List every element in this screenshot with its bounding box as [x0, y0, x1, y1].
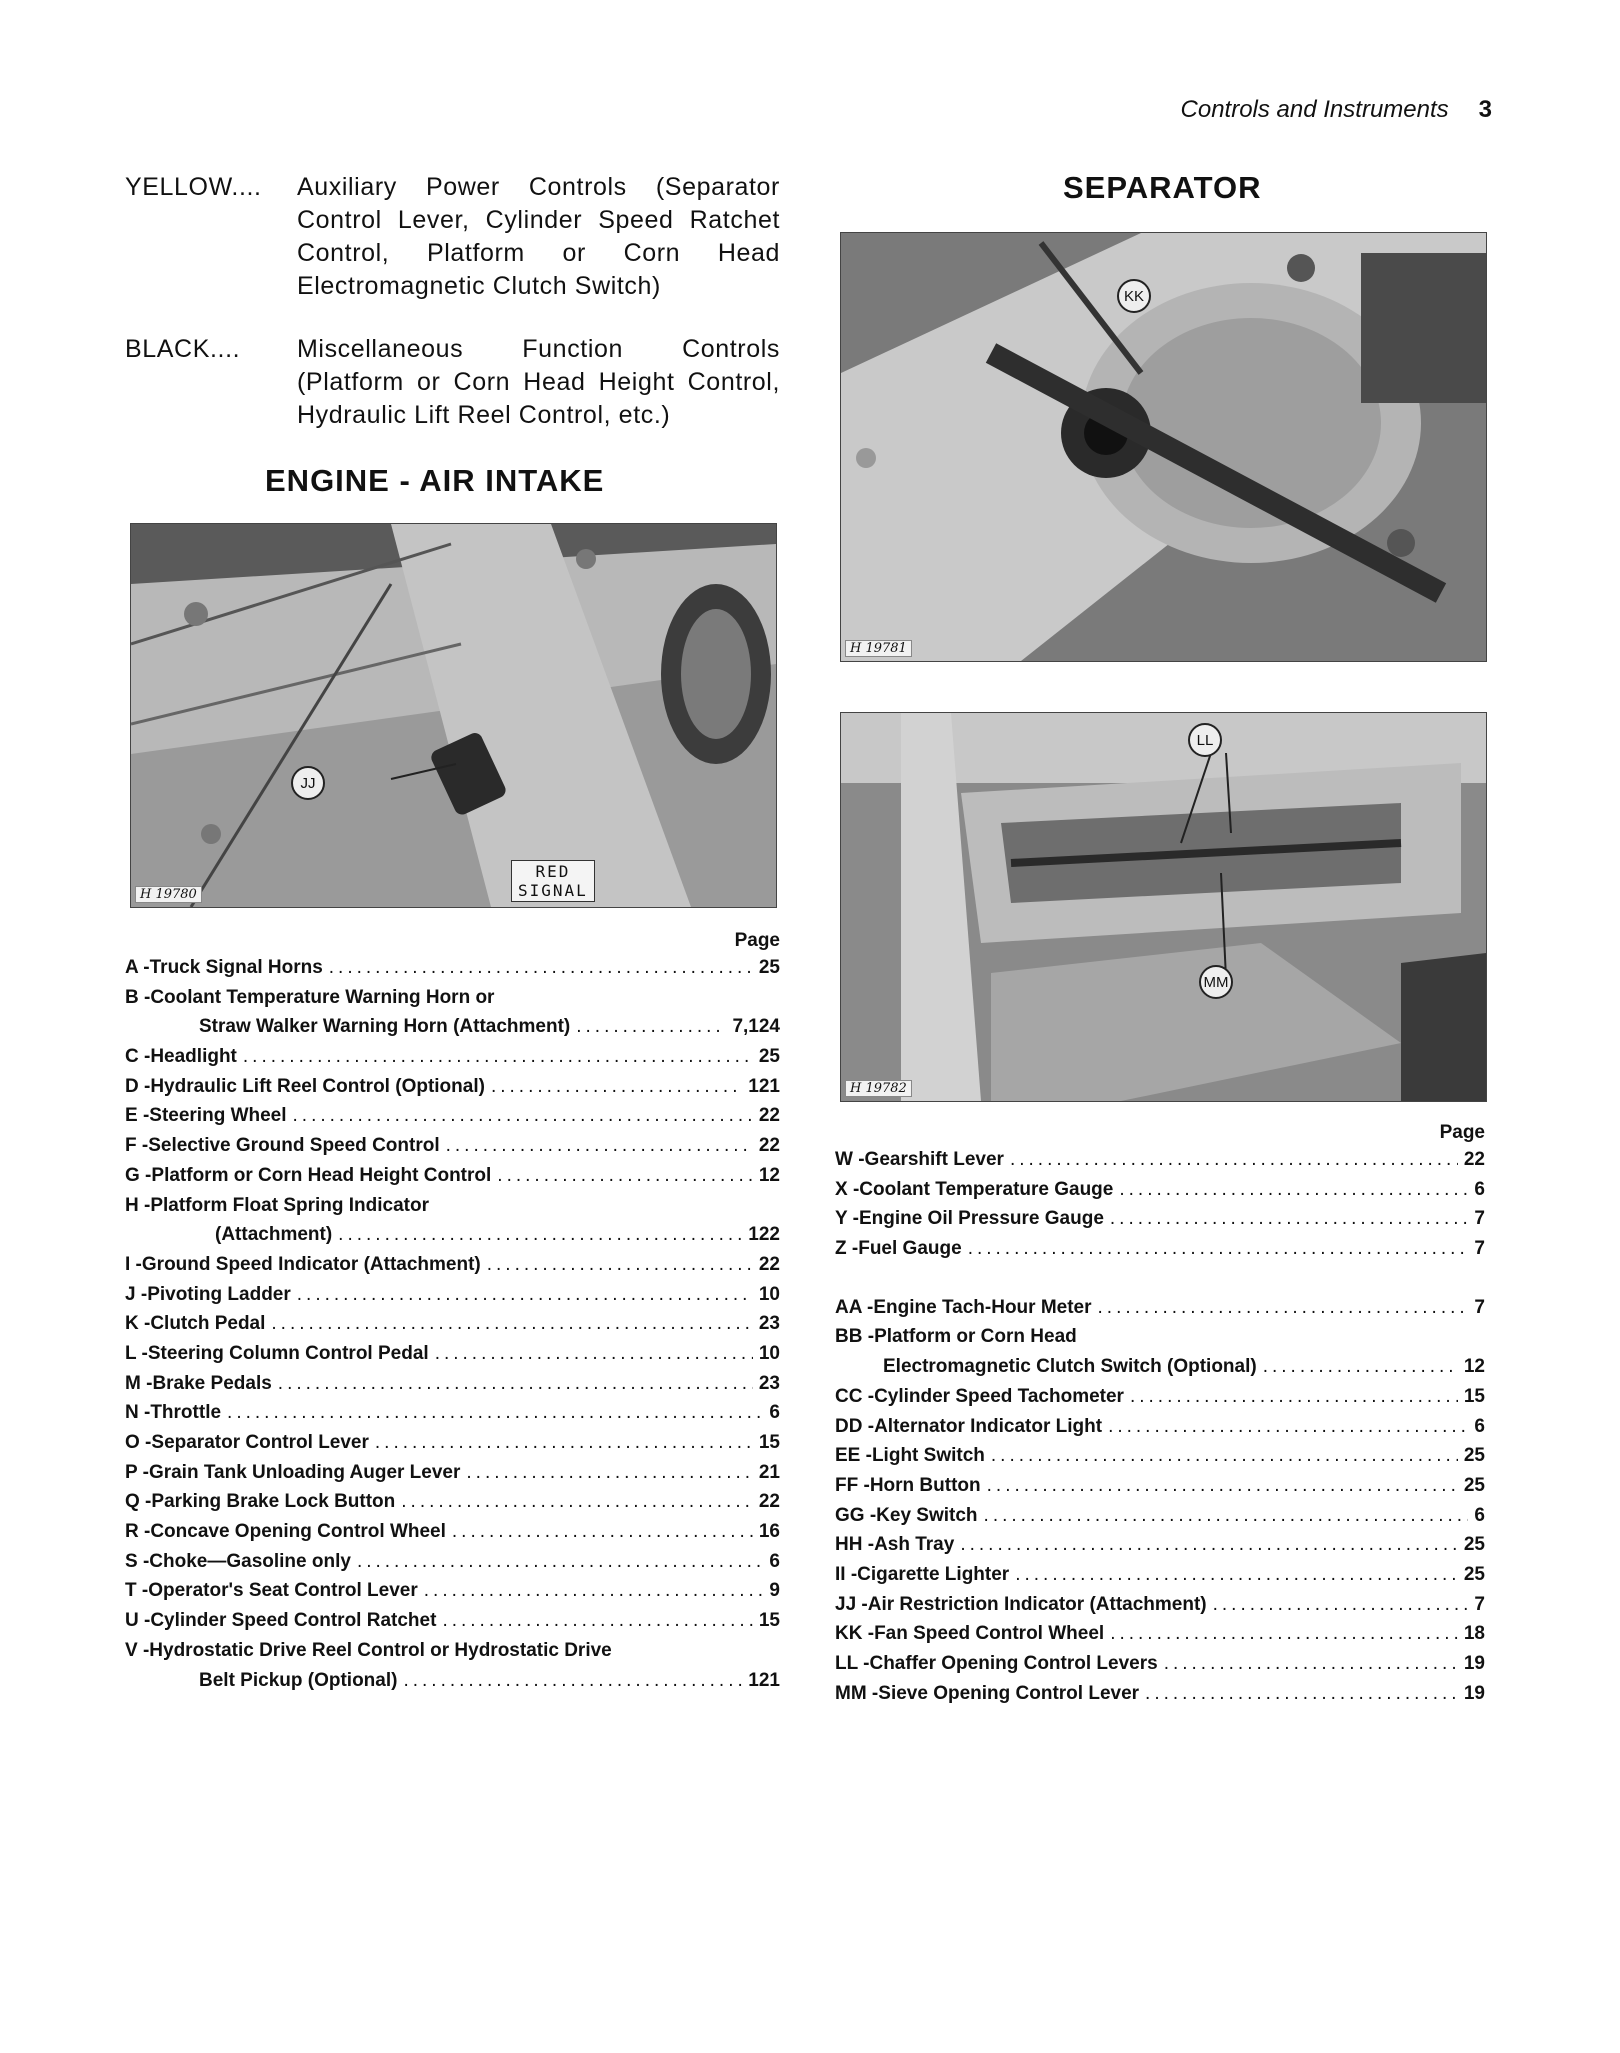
leader-dots [1108, 1416, 1468, 1438]
leader-dots [987, 1475, 1458, 1497]
color-name: YELLOW.... [125, 173, 262, 201]
leader-dots [424, 1580, 764, 1602]
index-key: DD - [835, 1415, 875, 1437]
index-page-number: 10 [758, 1342, 780, 1364]
index-key: U - [125, 1610, 151, 1632]
index-label: Parking Brake Lock Button [151, 1491, 396, 1513]
color-description: Miscellaneous Function Controls (Platform or Corn Head Height Control, Hydraulic Lift Reel Control, etc.) [297, 335, 780, 429]
separator-sieve-illustration [841, 713, 1486, 1101]
callout-jj [291, 766, 325, 800]
index-label: Belt Pickup (Optional) [199, 1669, 398, 1691]
index-key: Z - [835, 1238, 859, 1260]
index-row [835, 1623, 1485, 1653]
index-page-number: 6 [769, 1550, 780, 1572]
index-label: Platform or Corn Head Height Control [151, 1164, 492, 1186]
leader-dots [1130, 1386, 1458, 1408]
index-row [125, 1402, 780, 1432]
index-page-number: 121 [748, 1669, 780, 1691]
leader-dots [1145, 1683, 1458, 1705]
index-page-number: 15 [758, 1432, 780, 1453]
index-key: AA - [835, 1296, 874, 1318]
index-label: Coolant Temperature Warning Horn or [150, 986, 495, 1008]
leader-dots [435, 1343, 753, 1365]
controls-index-right [835, 1122, 1485, 1712]
index-label: Sieve Opening Control Lever [878, 1682, 1140, 1704]
index-label: Hydrostatic Drive Reel Control or Hydrostatic Drive [149, 1639, 612, 1661]
leader-dots [1119, 1179, 1468, 1201]
index-key: R - [125, 1521, 151, 1543]
leader-dots [491, 1076, 742, 1098]
leader-dots [403, 1670, 742, 1692]
color-name: BLACK.... [125, 335, 241, 363]
index-row [835, 1653, 1485, 1683]
index-row [835, 1179, 1485, 1209]
index-page-number: 22 [758, 1491, 780, 1513]
separator-heading: SEPARATOR [1063, 170, 1262, 205]
index-label: Separator Control Lever [151, 1432, 369, 1453]
index-label: Headlight [150, 1046, 237, 1068]
index-key: GG - [835, 1504, 877, 1526]
leader-dots [1098, 1297, 1469, 1319]
index-label: Chaffer Opening Control Levers [869, 1653, 1158, 1674]
index-row [125, 1343, 780, 1373]
index-label: Alternator Indicator Light [874, 1415, 1103, 1437]
callout-jj-label: JJ [291, 766, 325, 800]
index-page-number: 22 [758, 1135, 780, 1157]
index-row [835, 1534, 1485, 1564]
index-label: Platform Float Spring Indicator [150, 1194, 430, 1216]
index-key: F - [125, 1135, 149, 1157]
index-row [835, 1149, 1485, 1179]
index-label: Cigarette Lighter [857, 1563, 1010, 1585]
index-page-number: 6 [1474, 1504, 1485, 1526]
index-label: Horn Button [869, 1474, 981, 1496]
index-page-number: 7,124 [732, 1016, 780, 1038]
leader-dots [984, 1505, 1469, 1527]
index-key: C - [125, 1046, 151, 1068]
index-label: Coolant Temperature Gauge [859, 1178, 1114, 1200]
index-page-number: 6 [769, 1402, 780, 1424]
index-page-number: 25 [1463, 1563, 1485, 1585]
leader-dots [991, 1445, 1458, 1467]
index-label: Cylinder Speed Control Ratchet [150, 1610, 437, 1632]
index-row [125, 1076, 780, 1106]
index-rows [835, 1149, 1485, 1712]
index-label: (Attachment) [215, 1224, 333, 1246]
index-row [835, 1505, 1485, 1535]
index-key: JJ - [835, 1593, 868, 1615]
index-key: N - [125, 1402, 151, 1424]
callout-ll-label: LL [1188, 723, 1222, 757]
index-page-number: 25 [758, 957, 780, 978]
index-row [125, 1640, 780, 1670]
callout-mm [1199, 965, 1233, 999]
index-row [125, 1105, 780, 1135]
leader-dots [338, 1224, 742, 1246]
index-page-number: 7 [1474, 1208, 1485, 1230]
index-row [835, 1326, 1485, 1356]
index-page-number: 10 [758, 1283, 780, 1305]
index-row [835, 1445, 1485, 1475]
leader-dots [1164, 1653, 1458, 1675]
index-row [125, 1254, 780, 1284]
index-row [125, 1580, 780, 1610]
index-page-number: 7 [1474, 1238, 1485, 1260]
index-label: Clutch Pedal [150, 1313, 266, 1335]
index-key: KK - [835, 1623, 875, 1645]
leader-dots [401, 1491, 753, 1513]
leader-dots [243, 1046, 753, 1068]
index-row [125, 1432, 780, 1462]
index-key: G - [125, 1164, 152, 1186]
index-label: Steering Column Control Pedal [147, 1342, 429, 1364]
index-page-number: 19 [1463, 1653, 1485, 1674]
index-key: W - [835, 1149, 865, 1170]
index-key: B - [125, 986, 151, 1008]
page-header [1181, 96, 1492, 124]
index-page-number: 25 [1463, 1534, 1485, 1556]
index-row [125, 1521, 780, 1551]
index-row [125, 1195, 780, 1225]
separator-fan-photo [840, 232, 1487, 662]
index-row [125, 1670, 780, 1700]
index-label: Electromagnetic Clutch Switch (Optional) [883, 1356, 1257, 1378]
photo-id: H 19781 [845, 640, 912, 657]
index-key: FF - [835, 1474, 870, 1496]
index-label: Engine Tach-Hour Meter [873, 1296, 1092, 1318]
index-row [125, 1462, 780, 1492]
color-code-black [125, 333, 780, 432]
separator-fan-illustration [841, 233, 1486, 661]
index-key: V - [125, 1639, 150, 1661]
leader-dots [1263, 1356, 1458, 1378]
index-page-number: 16 [758, 1521, 780, 1543]
red-signal-label [511, 860, 595, 902]
leader-dots [960, 1534, 1458, 1556]
index-label: Light Switch [871, 1445, 985, 1467]
index-label: Fan Speed Control Wheel [874, 1623, 1105, 1645]
index-label: Key Switch [876, 1504, 978, 1526]
leader-dots [278, 1373, 753, 1395]
index-page-number: 22 [1463, 1149, 1485, 1170]
leader-dots [227, 1402, 763, 1424]
index-page-number: 23 [758, 1372, 780, 1394]
index-key: HH - [835, 1534, 875, 1556]
index-page-number: 9 [769, 1580, 780, 1602]
index-page-number: 122 [748, 1224, 780, 1246]
leader-dots [446, 1135, 753, 1157]
index-page-number: 21 [758, 1461, 780, 1483]
index-key: S - [125, 1550, 150, 1572]
index-label: Brake Pedals [152, 1372, 272, 1394]
index-key: D - [125, 1075, 151, 1097]
index-label: Operator's Seat Control Lever [148, 1580, 418, 1602]
index-row [125, 1284, 780, 1314]
callout-kk-label: KK [1117, 279, 1151, 313]
index-key: LL - [835, 1653, 870, 1674]
index-label: Concave Opening Control Wheel [150, 1521, 446, 1543]
index-key: Q - [125, 1491, 152, 1513]
index-row [835, 1594, 1485, 1624]
index-row [125, 1224, 780, 1254]
index-label: Ground Speed Indicator (Attachment) [141, 1253, 481, 1275]
index-label: Cylinder Speed Tachometer [874, 1385, 1124, 1407]
index-key: P - [125, 1461, 149, 1483]
leader-dots [357, 1551, 763, 1573]
page-number: 3 [1478, 96, 1492, 123]
page-column-header: Page [734, 930, 780, 951]
index-page-number: 12 [1463, 1356, 1485, 1378]
index-label: Gearshift Lever [864, 1149, 1004, 1170]
index-label: Truck Signal Horns [149, 957, 323, 978]
index-key: I - [125, 1253, 142, 1275]
callout-ll [1188, 723, 1222, 757]
leader-dots [271, 1313, 752, 1335]
index-key: M - [125, 1372, 153, 1394]
leader-dots [452, 1521, 753, 1543]
index-key: CC - [835, 1385, 875, 1407]
index-key: X - [835, 1178, 860, 1200]
index-page-number: 23 [758, 1313, 780, 1335]
index-row [125, 1135, 780, 1165]
index-page-number: 121 [748, 1075, 780, 1097]
index-page-number: 25 [758, 1046, 780, 1068]
index-key: MM - [835, 1682, 879, 1704]
leader-dots [1010, 1149, 1458, 1171]
index-label: Air Restriction Indicator (Attachment) [867, 1593, 1207, 1615]
index-key: BB - [835, 1326, 875, 1348]
index-row [835, 1475, 1485, 1505]
index-key: J - [125, 1283, 148, 1305]
leader-dots [1110, 1623, 1458, 1645]
callout-mm-label: MM [1199, 965, 1233, 999]
index-row [835, 1683, 1485, 1713]
index-row [125, 1610, 780, 1640]
leader-dots [329, 957, 753, 979]
index-gap [835, 1268, 1485, 1297]
index-label: Hydraulic Lift Reel Control (Optional) [150, 1075, 485, 1097]
index-page-number: 22 [758, 1105, 780, 1127]
index-row [125, 1491, 780, 1521]
index-row [125, 1313, 780, 1343]
index-label: Selective Ground Speed Control [148, 1135, 440, 1157]
color-code-yellow [125, 171, 780, 303]
index-key: EE - [835, 1445, 872, 1467]
separator-sieve-photo [840, 712, 1487, 1102]
leader-dots [1213, 1594, 1469, 1616]
page-column-header: Page [1439, 1122, 1485, 1143]
index-key: A - [125, 957, 150, 978]
color-description: Auxiliary Power Controls (Separator Control Lever, Cylinder Speed Ratchet Control, Platform or Corn Head Electromagnetic Clutch Switch) [297, 173, 780, 300]
index-page-number: 25 [1463, 1474, 1485, 1496]
index-row [125, 1165, 780, 1195]
photo-id: H 19782 [845, 1080, 912, 1097]
index-row [125, 1551, 780, 1581]
controls-index-left [125, 930, 780, 1699]
index-row [835, 1208, 1485, 1238]
index-row [835, 1386, 1485, 1416]
index-key: O - [125, 1432, 152, 1453]
index-row [125, 957, 780, 987]
index-label: Choke—Gasoline only [149, 1550, 351, 1572]
engine-air-intake-heading: ENGINE - AIR INTAKE [265, 463, 605, 498]
index-label: Platform or Corn Head [874, 1326, 1077, 1348]
index-key: L - [125, 1342, 148, 1364]
index-row [835, 1416, 1485, 1446]
index-label: Ash Tray [874, 1534, 955, 1556]
index-label: Steering Wheel [149, 1105, 287, 1127]
index-page-number: 19 [1463, 1682, 1485, 1704]
index-key: E - [125, 1105, 150, 1127]
photo-id: H 19780 [135, 886, 202, 903]
index-row [125, 1046, 780, 1076]
index-page-number: 25 [1463, 1445, 1485, 1467]
index-key: T - [125, 1580, 149, 1602]
index-row [125, 1016, 780, 1046]
index-rows [125, 957, 780, 1699]
index-key: H - [125, 1194, 151, 1216]
index-page-number: 7 [1474, 1593, 1485, 1615]
index-label: Straw Walker Warning Horn (Attachment) [199, 1016, 571, 1038]
leader-dots [1015, 1564, 1458, 1586]
red-signal-line-2: SIGNAL [518, 881, 588, 900]
leader-dots [297, 1284, 753, 1306]
index-page-number: 6 [1474, 1415, 1485, 1437]
index-row [835, 1564, 1485, 1594]
index-page-number: 6 [1474, 1178, 1485, 1200]
page-header-title: Controls and Instruments [1180, 96, 1449, 123]
index-row [125, 987, 780, 1017]
leader-dots [968, 1238, 1469, 1260]
index-row [835, 1356, 1485, 1386]
leader-dots [1110, 1208, 1469, 1230]
index-label: Fuel Gauge [858, 1238, 962, 1260]
leader-dots [442, 1610, 752, 1632]
index-row [835, 1297, 1485, 1327]
leader-dots [466, 1462, 752, 1484]
engine-photo-illustration [131, 524, 776, 907]
index-row [125, 1373, 780, 1403]
leader-dots [576, 1016, 726, 1038]
index-page-number: 12 [758, 1164, 780, 1186]
index-label: Engine Oil Pressure Gauge [858, 1208, 1104, 1230]
index-key: K - [125, 1313, 151, 1335]
callout-kk [1117, 279, 1151, 313]
index-label: Throttle [150, 1402, 222, 1424]
index-page-number: 18 [1463, 1623, 1485, 1645]
index-page-number: 22 [758, 1253, 780, 1275]
index-row [835, 1238, 1485, 1268]
leader-dots [375, 1432, 753, 1454]
index-key: Y - [835, 1208, 859, 1230]
red-signal-line-1: RED [535, 862, 571, 881]
index-key: II - [835, 1563, 858, 1585]
index-page-number: 7 [1474, 1296, 1485, 1318]
engine-air-intake-photo [130, 523, 777, 908]
index-label: Grain Tank Unloading Auger Lever [148, 1461, 461, 1483]
index-page-number: 15 [1463, 1385, 1485, 1407]
leader-dots [497, 1165, 753, 1187]
index-page-number: 15 [758, 1610, 780, 1632]
index-label: Pivoting Ladder [147, 1283, 291, 1305]
leader-dots [487, 1254, 753, 1276]
leader-dots [293, 1105, 753, 1127]
